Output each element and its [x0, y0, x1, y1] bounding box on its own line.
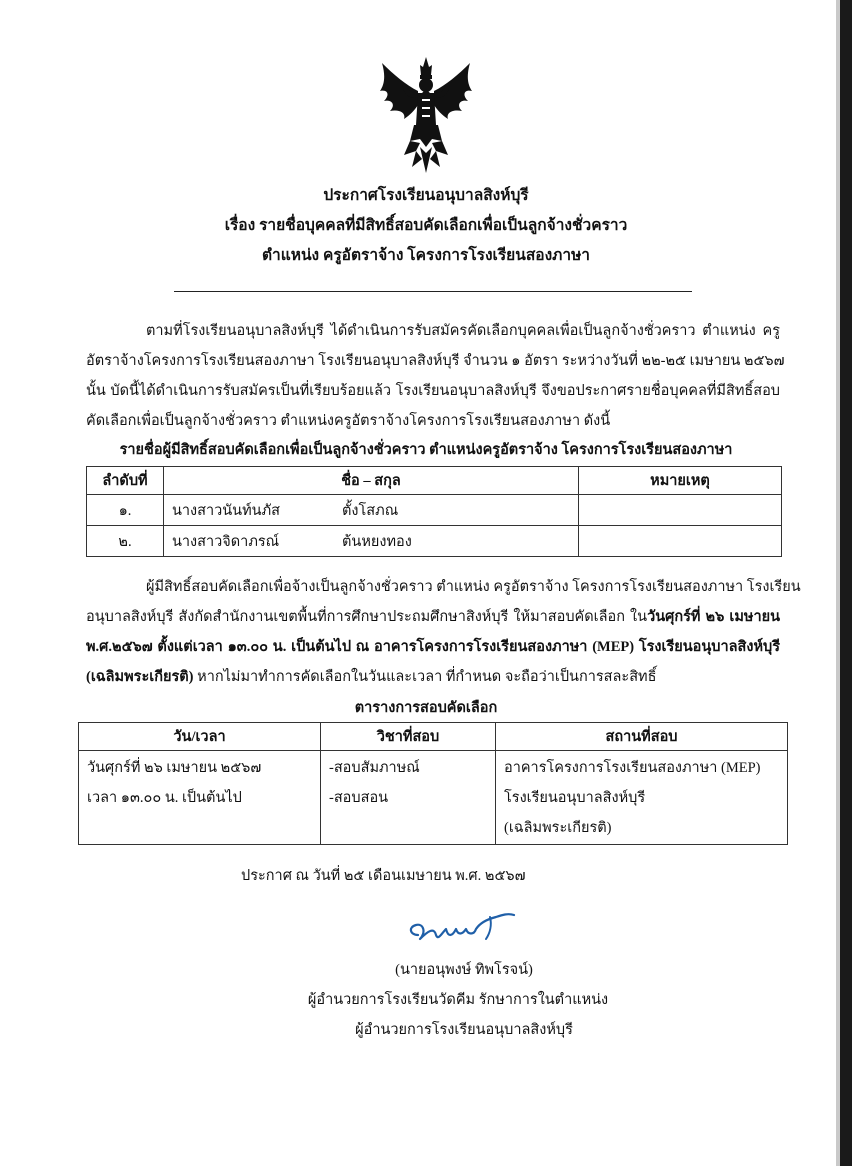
intro-line: ตามที่โรงเรียนอนุบาลสิงห์บุรี ได้ดำเนินการรับสมัครคัดเลือกบุคคลเพื่อเป็นลูกจ้างชั่วคราว ตำแหน่ง ครู — [146, 323, 780, 339]
candidate-note — [579, 526, 782, 557]
intro-line: คัดเลือกเพื่อเป็นลูกจ้างชั่วคราว ตำแหน่งครูอัตราจ้างโครงการโรงเรียนสองภาษา ดังนี้ — [86, 413, 611, 429]
candidate-first-name: นางสาวจิดาภรณ์ — [172, 533, 280, 550]
signer-position: ผู้อำนวยการโรงเรียนอนุบาลสิงห์บุรี — [355, 1022, 573, 1038]
candidate-first-name: นางสาวนันท์นภัส — [172, 502, 280, 519]
notice-line — [86, 602, 780, 632]
column-header: สถานที่สอบ — [496, 723, 788, 751]
table-row — [87, 495, 782, 526]
exam-subject-cell — [321, 751, 496, 845]
handwritten-signature — [404, 905, 524, 953]
candidate-number: ๒. — [87, 526, 164, 557]
table-row — [87, 526, 782, 557]
signer-position: ผู้อำนวยการโรงเรียนวัดคีม รักษาการในตำแหน่ง — [307, 992, 609, 1008]
announcement-title: ประกาศโรงเรียนอนุบาลสิงห์บุรี — [323, 187, 529, 204]
announcement-position: ตำแหน่ง ครูอัตราจ้าง โครงการโรงเรียนสองภาษา — [261, 247, 591, 264]
table-header-row — [79, 723, 788, 751]
exam-place: (เฉลิมพระเกียรติ) — [504, 820, 612, 836]
candidate-last-name: ต้นหยงทอง — [342, 533, 412, 550]
candidates-caption: รายชื่อผู้มีสิทธิ์สอบคัดเลือกเพื่อเป็นลูกจ้างชั่วคราว ตำแหน่งครูอัตราจ้าง โครงการโรงเรียนสองภาษา — [119, 442, 733, 458]
exam-place: อาคารโครงการโรงเรียนสองภาษา (MEP) — [504, 760, 761, 776]
exam-date-text: วันศุกร์ที่ ๒๖ เมษายน — [647, 609, 780, 625]
exam-time-place-text: พ.ศ.๒๕๖๗ ตั้งแต่เวลา ๑๓.๐๐ น. เป็นต้นไป ณ อาคารโครงการโรงเรียนสองภาษา (MEP) โรงเรียนอนุบาลสิงห์บุรี — [86, 639, 780, 655]
candidate-name — [164, 495, 579, 526]
candidate-last-name: ตั้งโสภณ — [342, 502, 399, 519]
title-divider — [174, 291, 692, 292]
notice-line — [86, 662, 780, 692]
column-header: ลำดับที่ — [87, 467, 164, 495]
exam-place: โรงเรียนอนุบาลสิงห์บุรี — [504, 790, 646, 806]
exam-time: เวลา ๑๓.๐๐ น. เป็นต้นไป — [87, 790, 242, 806]
column-header: ชื่อ – สกุล — [164, 467, 579, 495]
notice-line: ผู้มีสิทธิ์สอบคัดเลือกเพื่อจ้างเป็นลูกจ้างชั่วคราว ตำแหน่ง ครูอัตราจ้าง โครงการโรงเรียนสองภาษา โรงเรียน — [146, 579, 801, 595]
schedule-caption: ตารางการสอบคัดเลือก — [354, 700, 498, 716]
exam-subject: -สอบสอน — [329, 790, 389, 806]
exam-place-suffix: (เฉลิมพระเกียรติ) — [86, 669, 194, 685]
column-header: หมายเหตุ — [579, 467, 782, 495]
column-header: วัน/เวลา — [79, 723, 321, 751]
candidate-note — [579, 495, 782, 526]
notice-line — [86, 632, 780, 662]
announcement-date: ประกาศ ณ วันที่ ๒๕ เดือนเมษายน พ.ศ. ๒๕๖๗ — [241, 868, 526, 884]
exam-place-cell — [496, 751, 788, 845]
exam-date: วันศุกร์ที่ ๒๖ เมษายน ๒๕๖๗ — [87, 760, 262, 776]
candidate-name — [164, 526, 579, 557]
notice-text: อนุบาลสิงห์บุรี สังกัดสำนักงานเขตพื้นที่การศึกษาประถมศึกษาสิงห์บุรี ให้มาสอบคัดเลือก ใน — [86, 609, 648, 625]
intro-line: อัตราจ้างโครงการโรงเรียนสองภาษา โรงเรียนอนุบาลสิงห์บุรี จำนวน ๑ อัตรา ระหว่างวันที่ ๒๒-๒๕ เมษายน ๒๕๖๗ — [86, 353, 785, 369]
intro-paragraph — [86, 316, 785, 436]
exam-datetime-cell — [79, 751, 321, 845]
exam-subject: -สอบสัมภาษณ์ — [329, 760, 420, 776]
candidates-table — [86, 466, 782, 557]
intro-line: นั้น บัดนี้ได้ดำเนินการรับสมัครเป็นที่เรียบร้อยแล้ว โรงเรียนอนุบาลสิงห์บุรี จึงขอประกาศรายชื่อบุคคลที่มีสิทธิ์สอบ — [86, 383, 780, 399]
notice-paragraph — [86, 572, 801, 692]
garuda-emblem-icon — [376, 55, 476, 175]
notice-text: หากไม่มาทำการคัดเลือกในวันและเวลา ที่กำหนด จะถือว่าเป็นการสละสิทธิ์ — [193, 669, 657, 685]
table-row — [79, 751, 788, 845]
announcement-subject: เรื่อง รายชื่อบุคคลที่มีสิทธิ์สอบคัดเลือกเพื่อเป็นลูกจ้างชั่วคราว — [224, 217, 628, 234]
column-header: วิชาที่สอบ — [321, 723, 496, 751]
candidate-number: ๑. — [87, 495, 164, 526]
schedule-table — [78, 722, 788, 845]
table-header-row — [87, 467, 782, 495]
signer-name: (นายอนุพงษ์ ทิพโรจน์) — [395, 962, 533, 978]
